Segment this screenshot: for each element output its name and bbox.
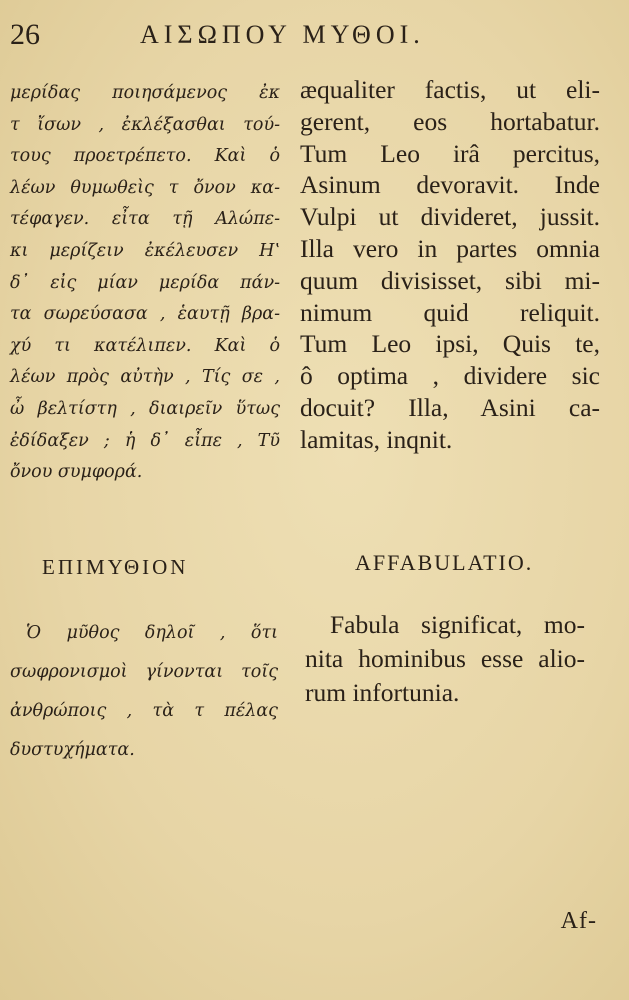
latin-fable-line: quum divisisset, sibi mi- bbox=[300, 265, 600, 295]
latin-fable-line: docuit? Illa, Asini ca- bbox=[300, 392, 600, 422]
affabulatio-line: rum infortunia. bbox=[305, 678, 460, 707]
greek-fable-line: τέφαγεν. εἶτα τῇ Αλώπε- bbox=[10, 209, 280, 230]
latin-fable-line: lamitas, inqnit. bbox=[300, 424, 453, 454]
greek-fable-line: τους προετρέπετο. Καὶ ὁ bbox=[10, 146, 280, 167]
latin-fable-column bbox=[300, 74, 600, 456]
latin-fable-line: Tum Leo ipsi, Quis te, bbox=[300, 329, 600, 359]
greek-fable-line: τα σωρεύσασα , ἑαυτῇ βρα- bbox=[10, 304, 280, 325]
epimythion-line: ἀνθρώποις , τὰ τ πέλας bbox=[10, 701, 278, 721]
affabulatio-line: nita hominibus esse alio- bbox=[305, 644, 585, 673]
latin-fable-line: Illa vero in partes omnia bbox=[300, 233, 600, 263]
catchword: Af- bbox=[560, 908, 597, 934]
greek-fable-column bbox=[10, 78, 280, 489]
latin-fable-line: Tum Leo irâ percitus, bbox=[300, 138, 600, 168]
epimythion-text bbox=[10, 614, 278, 770]
greek-fable-line: μερίδας ποιησάμενος ἐκ bbox=[10, 83, 280, 103]
greek-fable-line: λέων θυμωθεὶς τ ὄνον κα- bbox=[10, 177, 280, 198]
running-title: ΑΙΣΩΠΟΥ ΜΥΘΟΙ. bbox=[140, 20, 425, 49]
epimythion-line: Ὁ μῦθος δηλοῖ , ὅτι bbox=[26, 623, 278, 643]
greek-fable-line: τ ἴσων , ἐκλέξασθαι τού- bbox=[10, 114, 280, 135]
latin-fable-line: ô optima , dividere sic bbox=[300, 361, 600, 391]
greek-fable-line: ἐδίδαξεν ; ἡ δ᾽ εἶπε , Τῦ bbox=[10, 430, 280, 451]
latin-fable-line: gerent, eos hortabatur. bbox=[300, 106, 600, 136]
greek-fable-line: δ᾽ εἰς μίαν μερίδα πάν- bbox=[10, 272, 280, 293]
greek-fable-line: κι μερίζειν ἐκέλευσεν Ηʽ bbox=[10, 240, 280, 261]
affabulatio-line: Fabula significat, mo- bbox=[330, 610, 585, 639]
greek-fable-line: λέων πρὸς αὐτὴν , Τίς σε , bbox=[10, 367, 280, 388]
latin-fable-line: Vulpi ut divideret, jussit. bbox=[300, 202, 600, 232]
epimythion-line: σωφρονισμοὶ γίνονται τοῖς bbox=[10, 662, 278, 682]
latin-fable-line: æqualiter factis, ut eli- bbox=[300, 75, 600, 104]
affabulatio-text bbox=[305, 608, 585, 710]
greek-fable-line: ὄνου συμφορά. bbox=[10, 462, 143, 483]
affabulatio-heading: AFFABULATIO. bbox=[355, 550, 534, 575]
epimythion-heading: ΕΠΙΜΥΘΙΟΝ bbox=[42, 555, 189, 579]
epimythion-line: δυστυχήματα. bbox=[10, 740, 135, 760]
latin-fable-line: Asinum devoravit. Inde bbox=[300, 170, 600, 200]
page-number: 26 bbox=[10, 18, 40, 51]
greek-fable-line: ὦ βελτίστη , διαιρεῖν ὕτως bbox=[10, 398, 280, 419]
latin-fable-line: nimum quid reliquit. bbox=[300, 297, 600, 327]
page-header bbox=[10, 18, 617, 58]
greek-fable-line: χύ τι κατέλιπεν. Καὶ ὁ bbox=[10, 335, 280, 356]
